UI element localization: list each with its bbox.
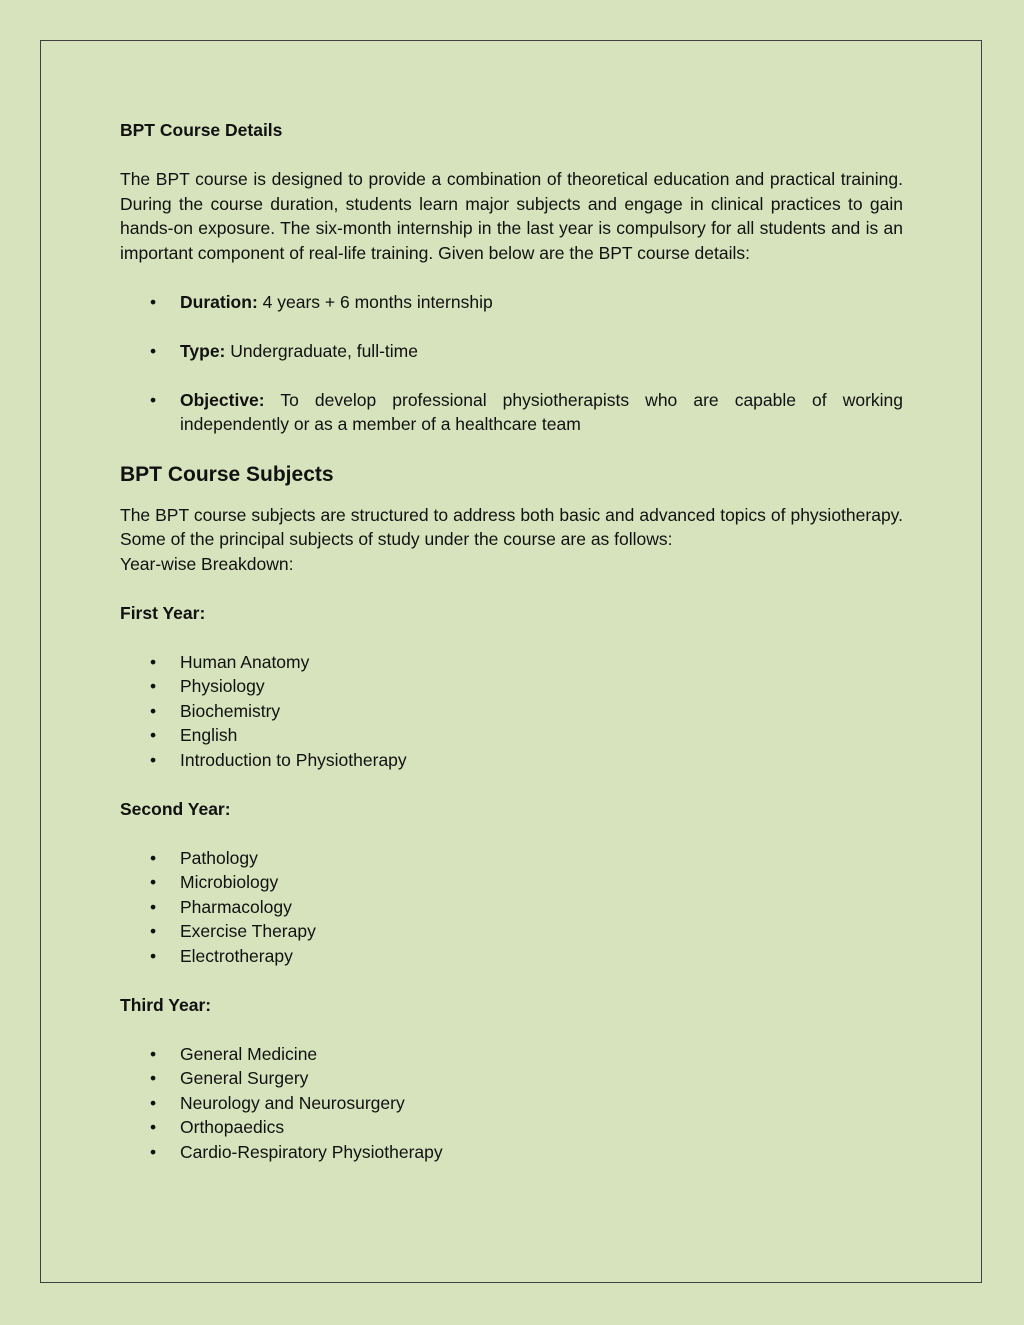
bullet-icon: • <box>150 389 157 410</box>
bullet-icon: • <box>150 725 157 745</box>
list-item <box>120 870 903 895</box>
course-details-title: BPT Course Details <box>120 120 283 140</box>
document-body <box>120 118 903 1189</box>
course-details-list <box>120 290 903 437</box>
second-year-list <box>120 846 903 969</box>
list-item <box>120 748 903 773</box>
list-item <box>120 650 903 675</box>
bullet-icon: • <box>150 1043 157 1064</box>
subject-name: Pathology <box>180 847 258 868</box>
bullet-icon: • <box>150 340 157 361</box>
subject-name: Biochemistry <box>180 700 281 721</box>
bullet-icon: • <box>150 1092 157 1113</box>
list-item <box>120 895 903 920</box>
detail-label: Objective: <box>180 389 265 410</box>
third-year-list <box>120 1042 903 1165</box>
bullet-icon: • <box>150 651 157 672</box>
subject-name: English <box>180 725 238 745</box>
detail-value: To develop professional physiotherapists who are capable of working independently or as a member of a healthcare team <box>180 389 903 434</box>
year-title-third: Third Year: <box>120 994 212 1015</box>
list-item <box>120 674 903 699</box>
course-details-intro: The BPT course is designed to provide a combination of theoretical education and practical training. During the course duration, students learn major subjects and engage in clinical practices to gain hands-on exposure. The six-month internship in the last year is compulsory for all students and is an important component of real-life training. Given below are the BPT course details: <box>120 169 903 263</box>
detail-label: Duration: <box>180 291 258 312</box>
subjects-heading: BPT Course Subjects <box>120 462 334 486</box>
bullet-icon: • <box>150 945 157 966</box>
subjects-intro: The BPT course subjects are structured to address both basic and advanced topics of physiotherapy. Some of the principal subjects of study under the course are as follows: <box>120 504 903 549</box>
subject-name: Exercise Therapy <box>180 921 316 941</box>
detail-value: 4 years + 6 months internship <box>257 291 493 312</box>
list-item <box>120 388 903 437</box>
detail-value: Undergraduate, full-time <box>225 340 418 361</box>
list-item <box>120 919 903 944</box>
bullet-icon: • <box>150 921 157 941</box>
list-item <box>120 1066 903 1091</box>
list-item <box>120 723 903 748</box>
subject-name: Neurology and Neurosurgery <box>180 1092 405 1113</box>
list-item <box>120 290 903 315</box>
list-item <box>120 1140 903 1165</box>
list-item <box>120 944 903 969</box>
bullet-icon: • <box>150 1117 157 1137</box>
subject-name: General Medicine <box>180 1043 318 1064</box>
list-item <box>120 1091 903 1116</box>
subject-name: General Surgery <box>180 1068 309 1088</box>
year-title-first: First Year: <box>120 602 206 623</box>
detail-label: Type: <box>180 340 226 361</box>
subject-name: Human Anatomy <box>180 651 310 672</box>
bullet-icon: • <box>150 1068 157 1088</box>
list-item <box>120 699 903 724</box>
bullet-icon: • <box>150 872 157 892</box>
bullet-icon: • <box>150 847 157 868</box>
subject-name: Introduction to Physiotherapy <box>180 749 407 770</box>
bullet-icon: • <box>150 676 157 696</box>
bullet-icon: • <box>150 291 157 312</box>
subject-name: Cardio-Respiratory Physiotherapy <box>180 1141 443 1162</box>
bullet-icon: • <box>150 1141 157 1162</box>
subject-name: Physiology <box>180 676 265 696</box>
list-item <box>120 1042 903 1067</box>
bullet-icon: • <box>150 700 157 721</box>
bullet-icon: • <box>150 749 157 770</box>
subject-name: Microbiology <box>180 872 279 892</box>
subject-name: Pharmacology <box>180 896 292 917</box>
subject-name: Electrotherapy <box>180 945 293 966</box>
list-item <box>120 846 903 871</box>
year-title-second: Second Year: <box>120 798 231 819</box>
bullet-icon: • <box>150 896 157 917</box>
list-item <box>120 339 903 364</box>
list-item <box>120 1115 903 1140</box>
subject-name: Orthopaedics <box>180 1117 285 1137</box>
breakdown-label: Year-wise Breakdown: <box>120 553 294 574</box>
first-year-list <box>120 650 903 773</box>
